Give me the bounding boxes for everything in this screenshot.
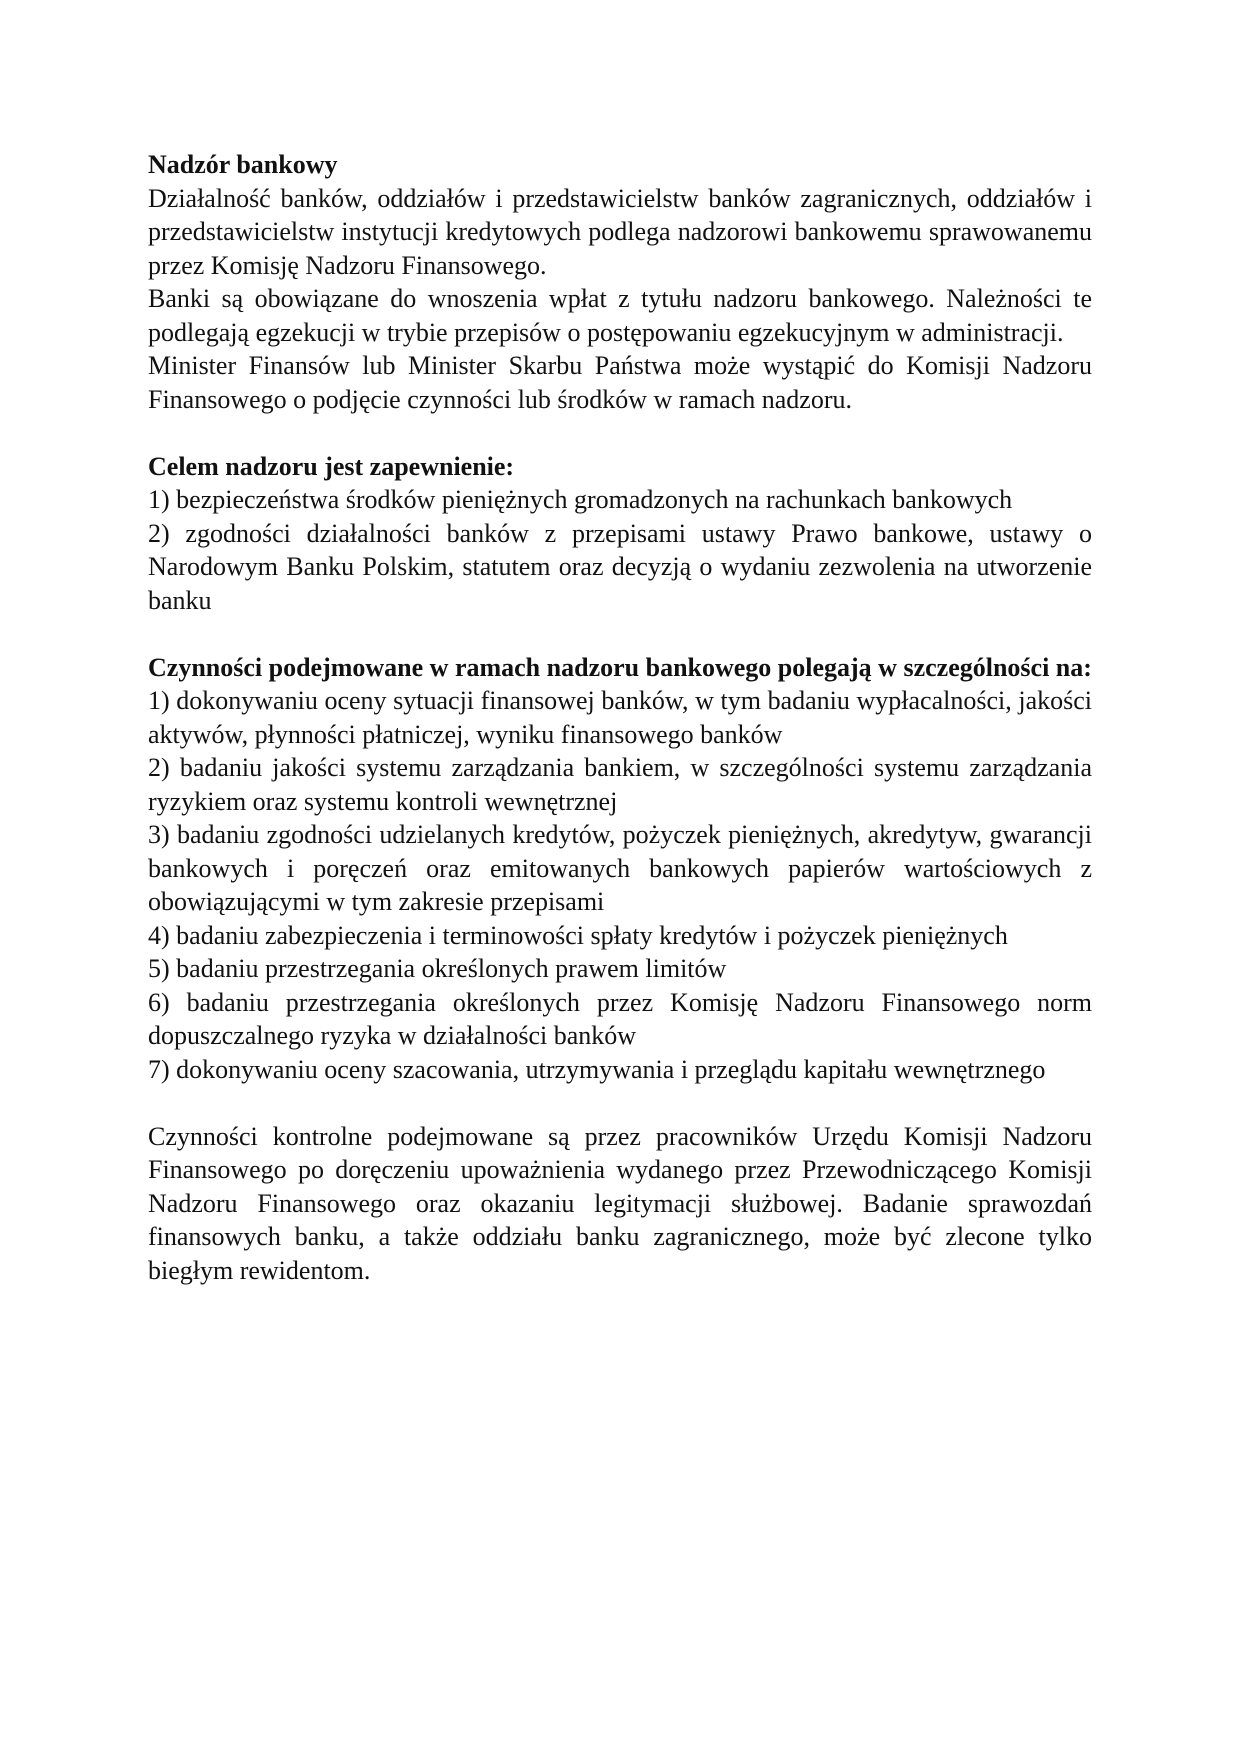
section-spacer — [148, 617, 1092, 651]
activities-section-heading: Czynności podejmowane w ramach nadzoru bankowego polegają w szczególności na: — [148, 652, 1092, 682]
activities-list-item: 7) dokonywaniu oceny szacowania, utrzymywania i przeglądu kapitału wewnętrznego — [148, 1054, 1046, 1084]
goal-section-heading: Celem nadzoru jest zapewnienie: — [148, 451, 515, 481]
intro-paragraph-2: Banki są obowiązane do wnoszenia wpłat z tytułu nadzoru bankowego. Należności te podlegają egzekucji w trybie przepisów o postępowaniu egzekucyjnym w administracji. — [148, 284, 1092, 347]
document-title: Nadzór bankowy — [148, 150, 338, 179]
section-spacer — [148, 416, 1092, 450]
activities-list-item: 6) badaniu przestrzegania określonych przez Komisję Nadzoru Finansowego norm dopuszczalnego ryzyka w działalności banków — [148, 987, 1092, 1050]
activities-list-item: 1) dokonywaniu oceny sytuacji finansowej banków, w tym badaniu wypłacalności, jakości aktywów, płynności płatniczej, wyniku finansowego banków — [148, 686, 1092, 749]
goal-list-item: 2) zgodności działalności banków z przepisami ustawy Prawo bankowe, ustawy o Narodowym Banku Polskim, statutem oraz decyzją o wydaniu zezwolenia na utworzenie banku — [148, 518, 1092, 615]
activities-list-item: 4) badaniu zabezpieczenia i terminowości spłaty kredytów i pożyczek pieniężnych — [148, 920, 1008, 950]
activities-list-item: 3) badaniu zgodności udzielanych kredytów, pożyczek pieniężnych, akredytyw, gwarancji bankowych i poręczeń oraz emitowanych bankowych papierów wartościowych z obowiązującymi w tym zakresie przepisami — [148, 820, 1092, 916]
goal-list-item: 1) bezpieczeństwa środków pieniężnych gromadzonych na rachunkach bankowych — [148, 485, 1013, 514]
activities-list-item: 5) badaniu przestrzegania określonych prawem limitów — [148, 954, 727, 983]
intro-paragraph-1: Działalność banków, oddziałów i przedstawicielstw banków zagranicznych, oddziałów i przedstawicielstw instytucji kredytowych podlega nadzorowi bankowemu sprawowanemu przez Komisję Nadzoru Finansowego. — [148, 183, 1092, 280]
activities-list-item: 2) badaniu jakości systemu zarządzania bankiem, w szczególności systemu zarządzania ryzykiem oraz systemu kontroli wewnętrznej — [148, 753, 1092, 816]
intro-paragraph-3: Minister Finansów lub Minister Skarbu Państwa może wystąpić do Komisji Nadzoru Finansowego o podjęcie czynności lub środków w ramach nadzoru. — [148, 351, 1092, 414]
document-page — [148, 148, 1092, 1287]
closing-paragraph: Czynności kontrolne podejmowane są przez pracowników Urzędu Komisji Nadzoru Finansowego po doręczeniu upoważnienia wydanego przez Przewodniczącego Komisji Nadzoru Finansowego oraz okazaniu legitymacji służbowej. Badanie sprawozdań finansowych banku, a także oddziału banku zagranicznego, może być zlecone tylko biegłym rewidentom. — [148, 1121, 1092, 1285]
section-spacer — [148, 1086, 1092, 1120]
